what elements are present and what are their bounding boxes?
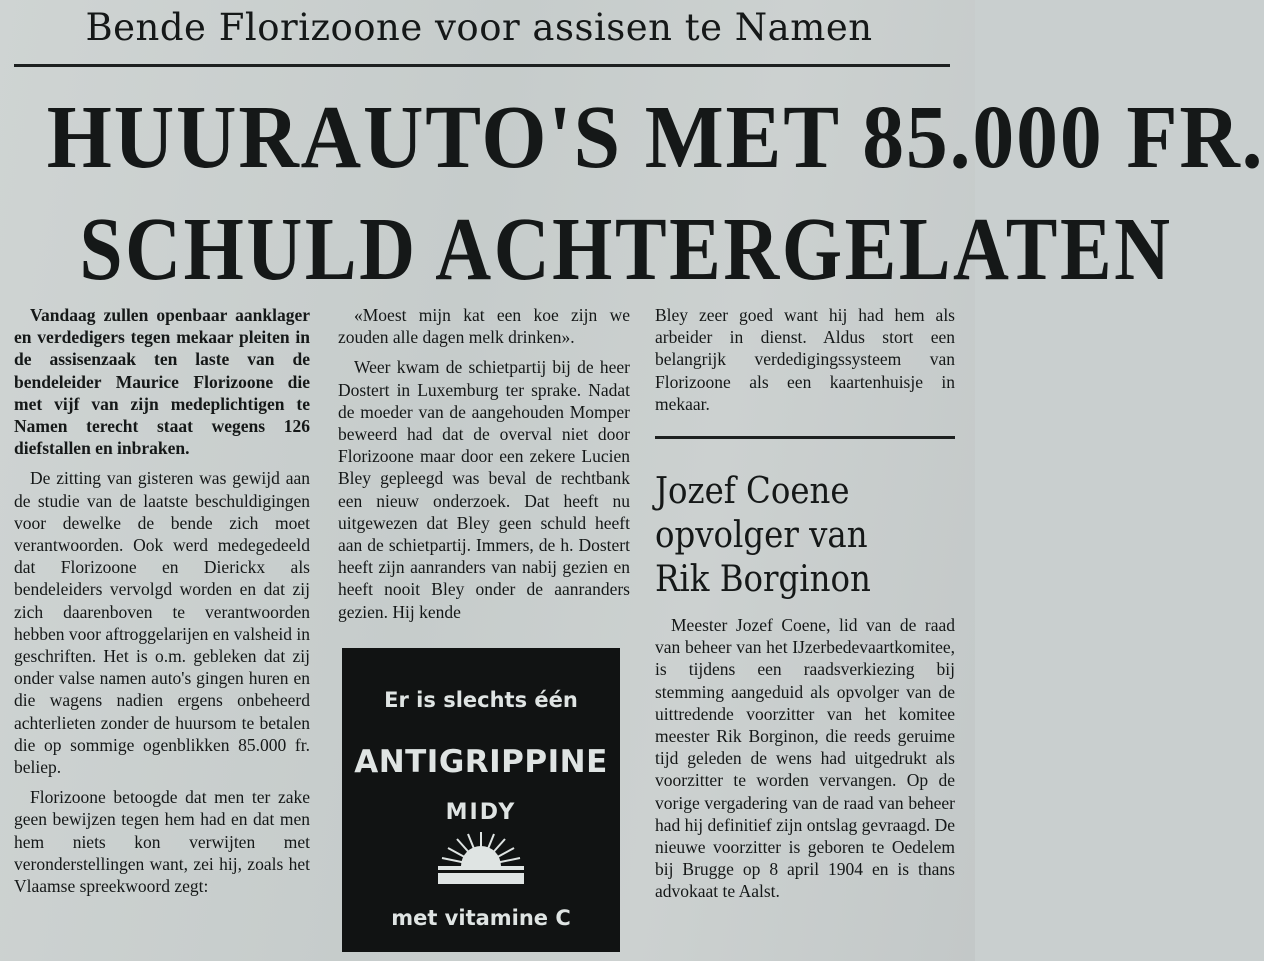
continuation-paragraph: Bley zeer goed want hij had hem als arbeider in dienst. Aldus stort een belangrijk verdedigingssysteem van Florizoone als een kaartenhuisje in mekaar. bbox=[655, 305, 955, 414]
article-column-1 bbox=[14, 304, 310, 897]
ad-intro-text: Er is slechts één bbox=[384, 688, 578, 712]
top-rule bbox=[14, 64, 950, 67]
headline-line-1: HUURAUTO'S MET 85.000 FR. bbox=[46, 88, 1264, 187]
ad-maker-name: MIDY bbox=[445, 800, 517, 825]
second-article-body bbox=[655, 614, 955, 903]
article-column-3 bbox=[655, 304, 955, 415]
quote-paragraph: «Moest mijn kat een koe zijn we zouden alle dagen melk drinken». bbox=[338, 305, 630, 348]
paragraph: Weer kwam de schietpartij bij de heer Dostert in Luxemburg ter sprake. Nadat de moeder van de aangehouden Momper beweerd had dat de overval niet door Florizoone maar door een zekere Lucien Bley gepleegd was beval de rechtbank een nieuw onderzoek. Dat heeft nu uitgewezen dat Bley geen schuld heeft aan de schietpartij. Immers, de h. Dostert heeft zijn aanranders van nabij gezien en heeft nooit Bley onder de aanranders gezien. Hij kende bbox=[338, 357, 630, 622]
paragraph: Meester Jozef Coene, lid van de raad van beheer van het IJzerbedevaartkomitee, is tijdens een raadsverkiezing bij stemming aangeduid als opvolger van de uittredende voorzitter van het komitee meester Rik Borginon, die reeds geruime tijd geleden de wens had uitgedrukt als voorzitter te worden vervangen. Op de vorige vergadering van de raad van beheer had hij definitief zijn ontslag gevraagd. De nieuwe voorzitter is geboren te Oedelem bij Brugge op 8 april 1904 en is thans advokaat te Aalst. bbox=[655, 615, 955, 902]
title-line: opvolger van bbox=[655, 515, 868, 556]
headline-line-2: SCHULD ACHTERGELATEN bbox=[79, 200, 1173, 299]
lead-paragraph: Vandaag zullen openbaar aanklager en verdedigers tegen mekaar pleiten in de assisenzaak ten laste van de bendeleider Maurice Florizoone die met vijf van zijn medeplichtigen te Namen terecht staat wegens 126 diefstallen en inbraken. bbox=[14, 305, 310, 459]
antigrippine-advertisement bbox=[342, 648, 620, 952]
rising-sun-icon bbox=[438, 826, 524, 884]
paragraph: Florizoone betoogde dat men ter zake geen bewijzen tegen hem had en dat men hem niets kon verwijten met veronderstellingen want, zei hij, zoals het Vlaamse spreekwoord zegt: bbox=[14, 787, 310, 897]
article-divider-rule bbox=[655, 436, 955, 439]
article-column-2 bbox=[338, 304, 630, 623]
ad-tagline: met vitamine C bbox=[391, 906, 571, 930]
kicker-headline: Bende Florizoone voor assisen te Namen bbox=[85, 6, 873, 49]
title-line: Rik Borginon bbox=[655, 559, 871, 600]
second-article-title bbox=[655, 470, 934, 602]
ad-brand-name: ANTIGRIPPINE bbox=[354, 744, 608, 780]
title-line: Jozef Coene bbox=[655, 471, 850, 512]
paragraph: De zitting van gisteren was gewijd aan de studie van de laatste beschuldigingen voor dewelke de bende zich moet verantwoorden. Ook werd medegedeeld dat Florizoone en Dierickx als bendeleiders vervolgd worden en dat zij zich daarenboven te verantwoorden hebben voor aftroggelarijen en valsheid in geschriften. Het is o.m. gebleken dat zij onder valse namen auto's gingen huren en die wagens nadien ergens onbeheerd achterlieten zonder de huursom te betalen die op sommige ogenblikken 85.000 fr. beliep. bbox=[14, 468, 310, 778]
